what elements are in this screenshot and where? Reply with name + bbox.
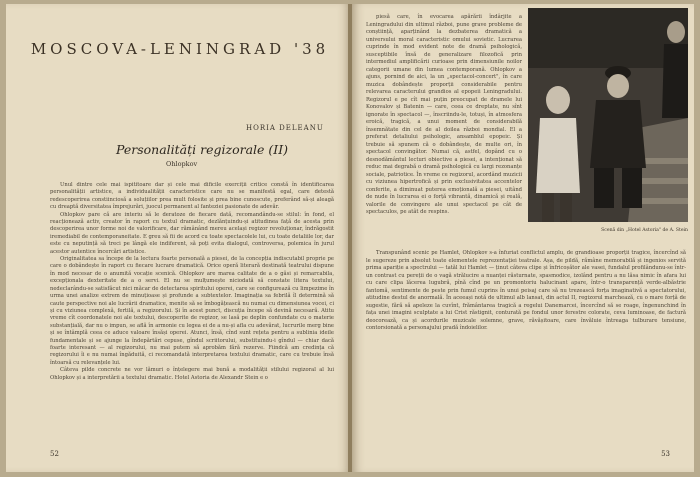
book-spread — [6, 4, 694, 472]
section-title: MOSCOVA-LENINGRAD '38 — [30, 40, 330, 58]
left-page — [6, 4, 350, 472]
right-page-lower — [366, 250, 686, 333]
page-number-right: 53 — [661, 450, 670, 458]
stage-photo — [528, 8, 688, 222]
paragraph: Ohlopkov pare că are interiu să le deratoze de fiecare dată, recomandându-se stilul: în fond, el reacționează activ, creator în raport cu textul dramatic, dezlănțuindu-și atitudinea față de acesta prin descoperirea unor forme noi de valorificare, dar rămânând mereu același regizor revoluționar, îndrăgostit iremediabil de contemporaneitate. E greu să fii de acord cu toate spectacolele lui, cu toate detaliile lor, dar este cu neputință să treci pe lângă ele indiferent, să poți evita dialogul, controversa, polemica în jurul acestor autentice încercări artistice. — [50, 211, 334, 255]
paragraph: Transpunând scenic pe Hamlet, Ohlopkov s-a înfuriat conflictul amplu, de grandioase proporții tragice, încercînd să le sugereze prin absolut toate elementele reprezentației teatrale. Așa, de pildă, rămâne memorabilă și ingenios servită prima apariție a spectrului — tatăl lui Hamlet — ținut câteva clipe și înfricoșător ale vasei, fundalul profilândunu-se într-un contrast cu pereții de o vagă strălucire a nuanței răsturnate, spasmodice, izolând pentru a nu lăsa nimic în afara lui cu care clipa lăcerea lugubră, pînă cînd pe un promontoriu halucinant apare, într-o transparență verde-albăstrie fantomă, sentimente de peste prin fumul cuprins în unui peisaj care să nu trezească forța imaginativă a spectatorului, atitudine destul de anormală. În aceeași notă de ultimul alb lansat, din actul II, regizorul marchează, cu o mare forță de sugestie, fără să apeleze la cuvînt, frământarea tragică a regelui Danemarcei, încercînd să se roage, îngenunchind în fața unei imagini sculptate a lui Crist răstignit, conturată pe fondul unor ferestre colorate, ceva luminoase, de factură deocorează, ca și acordurile muzicale solemne, grave, răvășitoare, care învăluie întreaga tulburare tensiune, contorsionată a personajului pradă îndoielilor. — [366, 250, 686, 331]
paragraph: Originalitatea sa începe de la lectura foarte personală a piesei, de la concepția indiscutabil proprie pe care o dobândește în raport cu fiecare lucrare dramatică. Orice operă literară destinată teatrului dispune în mod necesar de o anumită vocație scenică. Ohlopkov are marea calitate de a o găsi și remarcabila, excepționala dexteritate de a o servi. El nu se mulțumește niciodată să constate litera textului, nedeclarându-se satisfăcut nici măcar de detectarea spiritului operei, care se configurează cu limpezime în urma unei analize extrem de minuțioase și profunde a subtextelor. Imaginația sa febrilă îl determină să caute perspective noi ale lucrării dramatice, menite să se îmbogățească nu numai cu dimensiunea vocei, ci și cu viziunea complexă, fertilă, a regizorului. Și în acest punct, discuția începe să devină necesară. Atitu vreme cît coordonatele noi ale textului, descoperite de regizor, se lasă pe deplin confundate cu o materie substanțială, dar nu o impun, se află în armonie cu legea ei de a nu-și afla cu adevărat, lucrurile merg bine și se întâmplă ceea ce aduce valoare însăși operei. Atunci, însă, cînd sunt rețeta pentru a sublinia ideile fundamentale și se ajunge la îndepărtări cepuse, gîndul scriitorului, substituindu-i gîndul — chiar dacă foarte interesant — al regizorului, nu mai putem să aprobăm fără rezerve. Fiindcă am credința că regizorului îi e nu numai îngăduită, ci recomandată interpretarea textului dramatic, care cu trebuie însă întoarsă cu relevanțele lui. — [50, 256, 334, 366]
paragraph: Câteva pilde concrete ne vor lămuri o înțelegere mai bună a modalității stilului regizoral al lui Ohlopkov și a interpretării a textului dramatic. Hotel Astoria de Alexandr Stein e o — [50, 367, 334, 381]
right-page — [352, 4, 694, 472]
author-name: HORIA DELEANU — [246, 124, 324, 132]
photo-caption: Scenă din „Hotel Astoria" de A. Stein — [601, 228, 688, 233]
paragraph: piesă care, în evocarea apărării îndârjite a Leningradului din ultimul război, pune grave probleme de conștiință, aparținând la dezbaterea dramatică a universului moral caracteristic omului sovietic. Lucrarea cuprinde în mod evident note de dramă psihologică, susceptibile însă de generalizare filozofică prin intermediul amplificării curioase prin dimensiunile noilor categorii umane din lumea contemporană. Ohlopkov a ajuns, pornind de aici, la un „spectacol-concert", în care muzica dobândește proporții considerabile pentru relevarea caracterului grandios al epopeii Leningradului. Regizorul e pe cît mai puțin preocupat de dramele lui Konovalov și Batenin — care, ceea ce dreptate, nu sînt ignorate în spectacol —, înscriindu-le, totuși, în atmosfera eroică, tragică, a unui moment de considerabilă însemnătate din cel de al doilea război mondial. El a preferat detaliului psihologic, ansamblul epopeic. Și trebuie să spunem că o dobândește, de multe ori, în spectacol convingător. Numai că, astfel, dopând cu o desnodământul lecturi obiective a piesei, a intenționat să reduc mai degrabă o dramă psihologică cu largi rezonanțe sociale, patriotice. În vreme ce regizorul, acordând muzicii cu viziunea hipertrofică și prin exclusivitatea accentelor conferite, a diminuat puterea emoțională a piesei, uitând de nude în lucrarea ei o forță vibrantă, dinamică și reală, valorile de convingere ale unui spectacol pe cât de spectaculos, pe atât de respins. — [366, 14, 522, 215]
article-subtitle: Ohlopkov — [166, 160, 198, 168]
article-title: Personalități regizorale (II) — [116, 142, 289, 157]
left-page-body — [50, 182, 334, 382]
right-column-upper — [366, 14, 522, 217]
page-number-left: 52 — [50, 450, 59, 458]
paragraph: Unul dintre cele mai ispititoare dar și cele mai dificile exerciții critice constă în identificarea personalității artistice, a individualității caracteristice care nu se manifestă egal, care detestă redescoperirea constiinciosă a soluțiilor prea mult folosite și prea bine cunoscute, preferând să-și aleagă cu dreaptă diversitatea împrejurări, juocul permanent al fanteziei pasionate de adevăr. — [50, 182, 334, 211]
theatre-scene-image — [528, 8, 688, 222]
